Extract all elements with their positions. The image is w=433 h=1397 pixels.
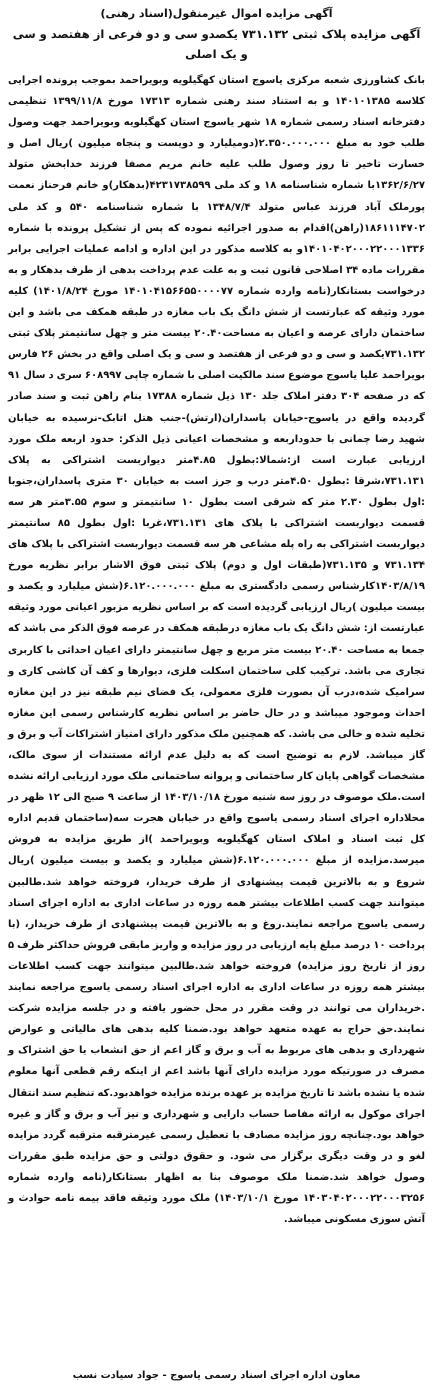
notice-subheader: آگهی مزایده پلاک ثبتی ۷۳۱.۱۳۲ یکصدو سی و دو فرعی از هفتصد و سی و یک اصلی bbox=[12, 27, 421, 61]
notice-signature: معاون اداره اجرای اسناد رسمی یاسوج - جواد سیادت نسب bbox=[72, 1370, 361, 1381]
notice-header: آگهی مزایده اموال غیرمنقول(اسناد رهنی) bbox=[100, 7, 333, 20]
notice-body: بانک کشاورزی شعبه مرکزی یاسوج استان کهگیلویه وبویراحمد بموجب پرونده اجرایی کلاسه ۱۴۰۱۰۱۳۸۵ و به استناد سند رهنی شماره ۱۷۳۱۳ مورخ ۱۳۹۹/۱۱/۸ تنظیمی دفترخانه اسناد رسمی شماره ۱۸ شهر یاسوج استان کهگیلویه وبویراحمد جهت وصول طلب خود به مبلغ ۲.۳۵۰.۰۰۰.۰۰۰(دومیلیارد و دویست و پنجاه میلیون )ریال اصل و خسارت تاخیر تا روز وصول طلب علیه خانم مریم مصفا فرزند خدابخش متولد ۱۳۶۲/۶/۲۷با شماره شناسنامه ۱۸ و کد ملی ۴۲۳۱۷۳۸۵۹۹(بدهکار)و خانم فرحناز نعمت پورملک آباد فرزند عباس متولد ۱۳۴۸/۷/۴ با شماره شناسنامه ۵۴۰ و کد ملی ۱۸۶۱۱۱۴۷۰۲(راهن)اقدام به صدور اجرائیه نموده که پس از تشکیل پرونده با شماره ۱۴۰۱۰۴۰۲۰۰۰۲۲۰۰۰۱۳۳۶و به کلاسه مذکور در این اداره و ادامه عملیات اجرایی برابر مقررات ماده ۳۴ اصلاحی قانون ثبت و به علت عدم پرداخت بدهی از طرف بدهکار و به درخواست بستانکار(نامه وارده شماره ۱۴۰۱۰۴۱۵۶۶۵۵۰۰۰۰۷۷ مورخ ۱۴۰۱/۸/۲۴) کلیه مورد وثیقه که عبارتست از شش دانگ یک باب مغازه در طبقه همکف می باشد و این ساختمان دارای عرصه و اعیان به مساحت۲۰.۴۰ بیست متر و چهل سانتیمتر پلاک ثبتی ۷۳۱.۱۳۲یکصد و سی و دو فرعی از هفتصد و سی و یک اصلی واقع در بخش ۲۶ فارس بویراحمد علیا یاسوج موضوع سند مالکیت اصلی با شماره چاپی ۶۰۸۹۹۷ سری د سال ۹۱ که در صفحه ۳۰۴ دفتر املاک جلد ۱۳۰ ذیل شماره ۱۷۳۸۸ بنام راهن ثبت و سند صادر گردیده واقع در یاسوج-خیابان پاسداران(ارتش)-جنب هتل اتابک-نرسیده به خیابان شهید رضا چمانی با حدوداربعه و مشخصات اعیانی ذیل الذکر: حدود اربعه ملک مورد ارزیابی عبارت است از:شمالا:بطول ۴.۸۵متر دیواربست اشتراکی به پلاک ۷۳۱.۱۳۱،شرقا :بطول ۴.۵۰متر درب و جرز است به خیابان ۳۰ متری پاسداران،جنوبا :اول بطول ۲.۳۰ متر که شرقی است بطول ۱۰ سانتیمتر و سوم ۳.۵۵متر هر سه قسمت دیواربست اشتراکی با پلاک های ۷۳۱.۱۳۱،غربا :اول بطول ۸۵ سانتیمتر دیواربست اشتراکی به راه پله مشاعی هر سه قسمت دیواربست اشتراکی با پلاک های ۷۳۱.۱۳۴ و ۷۳۱.۱۳۵(طبقات اول و دوم) پلاک ثبتی فوق الاشار برابر نظریه مورخ ۱۴۰۳/۸/۱۹کارشناس رسمی دادگستری به مبلغ ۶.۱۲۰.۰۰۰.۰۰۰(شش میلیارد و یکصد و بیست میلیون )ریال ارزیابی گردیده است که بر اساس نظریه مزبور اعیانی مورد وثیقه عبارتست از: شش دانگ یک باب مغازه درطبقه همکف در عرصه فوق الذکر می باشد که جمعا به مساحت ۲۰.۴۰ بیست متر مربع و چهل سانتیمتر دارای اعیان احداثی با کاربری تجاری می باشد. ترکیب کلی ساختمان اسکلت فلزی، دیوارها و کف آن کاشی کاری و سرامیک شده،درب آن بصورت فلزی معمولی، یک فضای نیم طبقه نیز در این مغازه احداث وموجود میباشد و در حال حاضر بر اساس نظریه کارشناس رسمی این مغازه تخلیه شده و خالی می باشد. که همچنین ملک مذکور دارای امتیاز اشتراکات آب و برق و گاز میباشد. لازم به توضیح است که به دلیل عدم ارائه مستندات از سوی مالک، مشخصات گواهی پایان کار ساختمانی و پروانه ساختمانی ملک مورد ارزیابی ارائه نشده است.ملک موصوف در روز سه شنبه مورخ ۱۴۰۳/۱۰/۱۸ از ساعت ۹ صبح الی ۱۲ ظهر در محلاداره اجرای اسناد رسمی یاسوج واقع در خیابان هجرت سه(ساختمان قدیم اداره کل ثبت اسناد و املاک استان کهگیلویه وبویراحمد )از طریق مزایده به فروش میرسد.مزایده از مبلغ ۶.۱۲۰.۰۰۰.۰۰۰(شش میلیارد و یکصد و بیست میلیون )ریال شروع و به بالاترین قیمت پیشنهادی از طرف خریدار، فروخته خواهد شد.طالبین میتوانند جهت کسب اطلاعات بیشتر همه روزه در ساعات اداری به اداره اجرای اسناد رسمی یاسوج مراجعه نمایند.روغ و به بالاترین قیمت پیشنهادی از طرف خریدار، (با پرداخت ۱۰ درصد مبلغ پایه ارزیابی در روز مزایده و واریز مابقی فروش حداکثر ظرف ۵ روز از تاریخ روز مزایده) فروخته خواهد شد.طالبین میتوانند جهت کسب اطلاعات بیشتر همه روزه در ساعات اداری به اداره اجرای اسناد رسمی یاسوج مراجعه نمایند .خریداران می توانند در وقت مقرر در محل حضور یافته و در جلسه مزایده شرکت نمایند.حق حراج به عهده متعهد خواهد بود.ضمنا کلیه بدهی های مالیاتی و عوارض شهرداری و بدهی های مربوط به آب و برق و گاز اعم از حق انشعاب یا حق اشتراک و مصرف در صورتیکه مورد مزایده دارای آنها باشد اعم از اینکه رقم قطعی آنها معلوم شده یا نشده باشد تا تاریخ مزایده بر عهده برنده مزایده خواهدبود.که تنظیم سند انتقال اجرای موکول به ارائه مفاصا حساب دارایی و شهرداری و نیز آب و برق و گاز و غیره خواهد بود.چنانچه روز مزایده مصادف با تعطیل رسمی غیرمترقبه مترقبه گردد مزایده لغو و در وقت دیگری برگزار می شود. و حقوق دولتی و حق مزایده طبق مقررات وصول خواهد شد.ضمنا ملک موصوف بنا به اظهار بستانکار(نامه وارده شماره ۱۴۰۳۰۴۰۲۰۰۰۲۲۰۰۰۳۲۵۶ مورخ ۱۴۰۳/۱۰/۱) ملک مورد وثیقه فاقد بیمه نامه حوادث و آتش سوزی مسکونی میباشد. bbox=[8, 75, 426, 1226]
